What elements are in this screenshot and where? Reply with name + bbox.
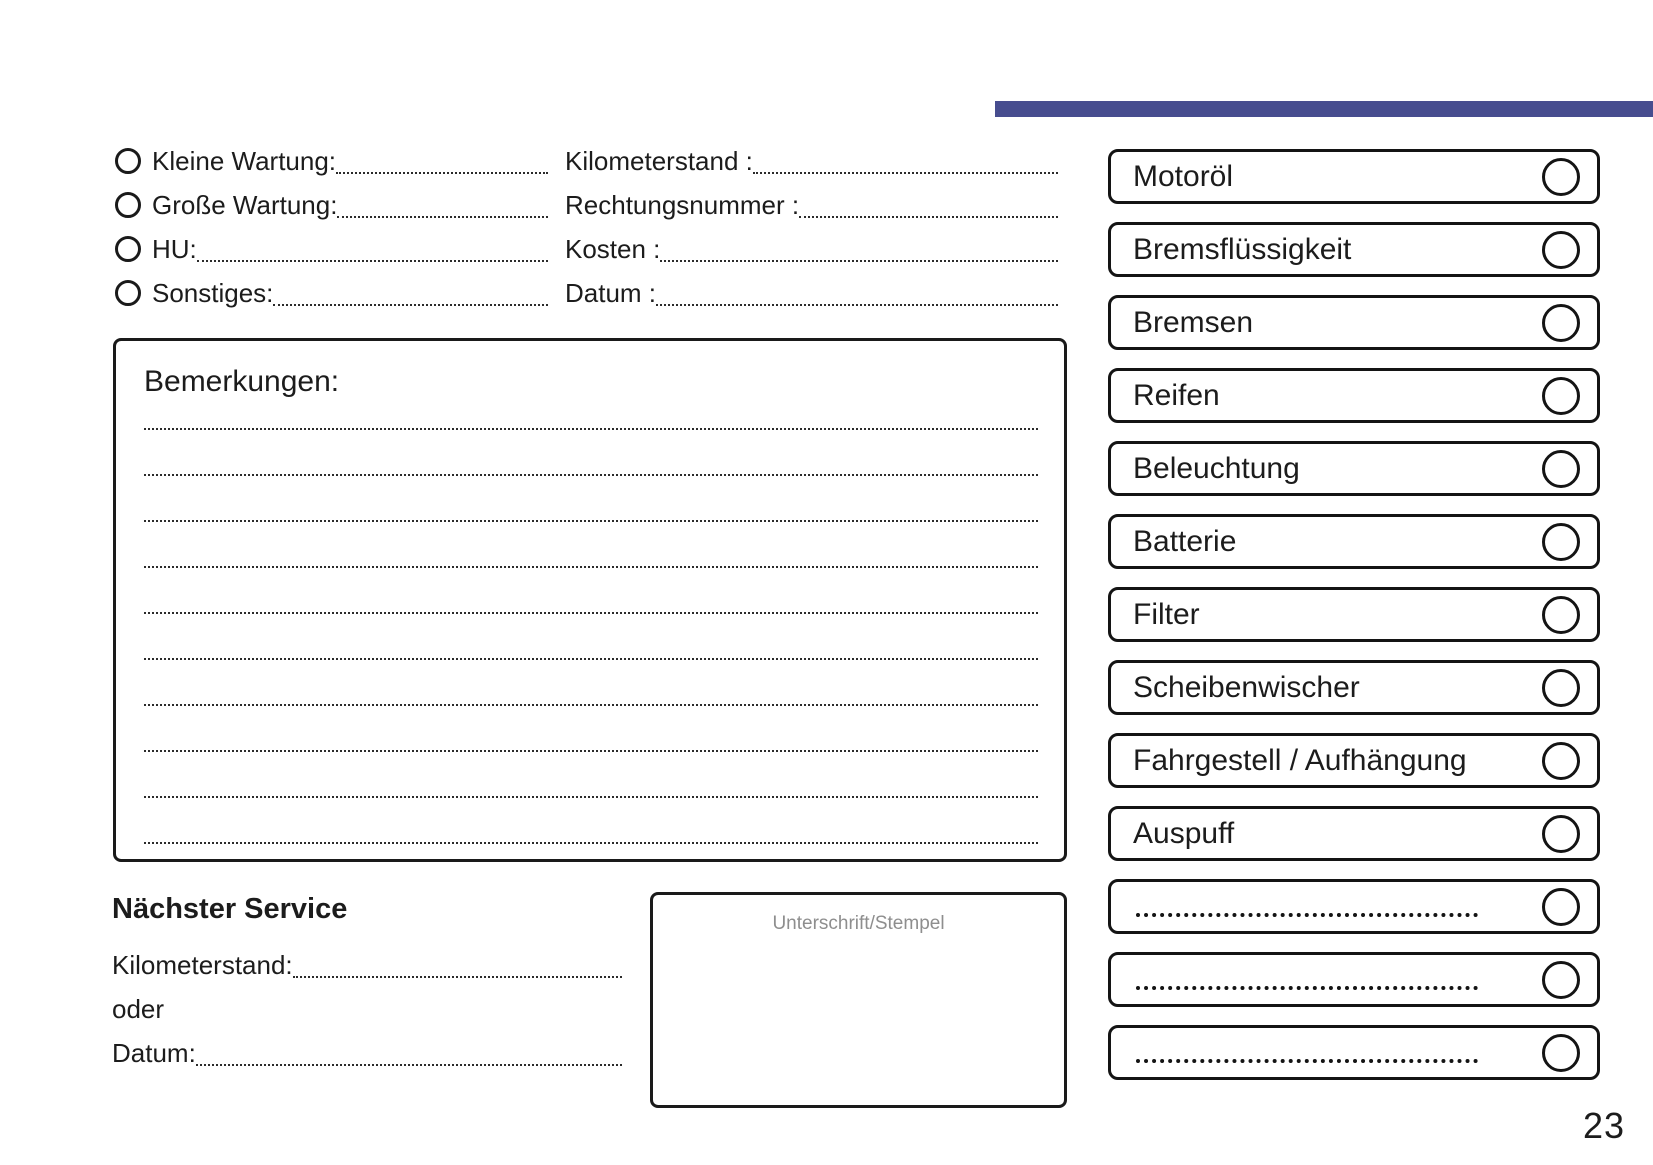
checklist-item-label: Bremsen — [1133, 305, 1254, 339]
next-service-label: Datum: — [112, 1038, 196, 1068]
checklist-item — [1108, 952, 1600, 1007]
checklist-item-fill-line[interactable] — [1136, 1059, 1478, 1063]
checklist-item-label: Scheibenwischer — [1133, 670, 1360, 704]
service-type-row — [115, 183, 548, 227]
service-type-fill-line[interactable] — [337, 216, 548, 218]
checklist-item-label: Reifen — [1133, 378, 1220, 412]
invoice-field-label: Kosten : — [565, 234, 661, 264]
check-circle[interactable] — [1542, 1034, 1580, 1072]
remarks-box — [113, 338, 1067, 862]
invoice-field-row — [565, 139, 1058, 183]
check-circle[interactable] — [1542, 450, 1580, 488]
service-type-fill-line[interactable] — [336, 172, 548, 174]
checklist-item-label: Beleuchtung — [1133, 451, 1300, 485]
signature-box[interactable] — [650, 892, 1067, 1108]
invoice-field-fill-line[interactable] — [799, 216, 1058, 218]
next-service-label: Kilometerstand: — [112, 950, 293, 980]
service-type-row — [115, 271, 548, 315]
check-circle[interactable] — [1542, 815, 1580, 853]
checklist-item — [1108, 879, 1600, 934]
checklist-item — [1108, 806, 1600, 861]
remarks-ruled-line[interactable] — [144, 798, 1038, 844]
invoice-field-label: Rechtungsnummer : — [565, 190, 800, 220]
invoice-field-fill-line[interactable] — [660, 260, 1058, 262]
checklist-item-label: Auspuff — [1133, 816, 1235, 850]
invoice-field-fill-line[interactable] — [753, 172, 1058, 174]
service-type-row — [115, 227, 548, 271]
remarks-ruled-line[interactable] — [144, 384, 1038, 430]
service-type-label: Sonstiges: — [152, 278, 274, 308]
checklist-item — [1108, 733, 1600, 788]
next-service-row — [112, 987, 622, 1031]
check-circle[interactable] — [1542, 523, 1580, 561]
invoice-field-row — [565, 271, 1058, 315]
service-type-list — [115, 139, 548, 315]
next-service-label: oder — [112, 994, 165, 1024]
checklist-item-label: Motoröl — [1133, 159, 1234, 193]
invoice-field-label: Kilometerstand : — [565, 146, 753, 176]
check-circle[interactable] — [1542, 596, 1580, 634]
next-service-fill-line[interactable] — [196, 1064, 622, 1066]
checklist-item — [1108, 295, 1600, 350]
checklist-item — [1108, 368, 1600, 423]
remarks-ruled-line[interactable] — [144, 522, 1038, 568]
checklist-item — [1108, 222, 1600, 277]
radio-circle[interactable] — [115, 192, 141, 218]
checklist-item-label: Filter — [1133, 597, 1200, 631]
remarks-title: Bemerkungen: — [144, 365, 340, 398]
service-type-row — [115, 139, 548, 183]
checklist-item — [1108, 587, 1600, 642]
page-number: 23 — [1583, 1105, 1626, 1146]
check-circle[interactable] — [1542, 888, 1580, 926]
checklist-item-fill-line[interactable] — [1136, 913, 1478, 917]
invoice-field-fill-line[interactable] — [656, 304, 1058, 306]
check-circle[interactable] — [1542, 742, 1580, 780]
checklist-item-label: Bremsflüssigkeit — [1133, 232, 1352, 266]
radio-circle[interactable] — [115, 148, 141, 174]
invoice-field-list — [565, 139, 1058, 315]
check-circle[interactable] — [1542, 231, 1580, 269]
check-circle[interactable] — [1542, 377, 1580, 415]
service-type-label: Große Wartung: — [152, 190, 338, 220]
check-circle[interactable] — [1542, 304, 1580, 342]
next-service-row — [112, 1031, 622, 1075]
remarks-ruled-line[interactable] — [144, 660, 1038, 706]
checklist-item — [1108, 514, 1600, 569]
remarks-ruled-line[interactable] — [144, 476, 1038, 522]
check-circle[interactable] — [1542, 669, 1580, 707]
invoice-field-row — [565, 183, 1058, 227]
checklist-item — [1108, 441, 1600, 496]
invoice-field-label: Datum : — [565, 278, 657, 308]
check-circle[interactable] — [1542, 158, 1580, 196]
checklist-item-fill-line[interactable] — [1136, 986, 1478, 990]
next-service-title: Nächster Service — [112, 893, 348, 925]
check-circle[interactable] — [1542, 961, 1580, 999]
radio-circle[interactable] — [115, 236, 141, 262]
radio-circle[interactable] — [115, 280, 141, 306]
remarks-ruled-line[interactable] — [144, 752, 1038, 798]
signature-placeholder: Unterschrift/Stempel — [772, 913, 945, 934]
remarks-ruled-line[interactable] — [144, 568, 1038, 614]
header-accent-bar — [995, 101, 1653, 117]
next-service-row — [112, 943, 622, 987]
next-service-fill-line[interactable] — [293, 976, 622, 978]
service-type-fill-line[interactable] — [273, 304, 548, 306]
checklist-item-label: Fahrgestell / Aufhängung — [1133, 743, 1467, 777]
remarks-ruled-line[interactable] — [144, 706, 1038, 752]
checklist-item — [1108, 1025, 1600, 1080]
service-type-label: HU: — [152, 234, 197, 264]
next-service-fields — [112, 943, 622, 1075]
service-type-label: Kleine Wartung: — [152, 146, 337, 176]
remarks-ruled-line[interactable] — [144, 430, 1038, 476]
service-type-fill-line[interactable] — [197, 260, 548, 262]
remarks-ruled-line[interactable] — [144, 614, 1038, 660]
checklist — [1108, 149, 1600, 1098]
checklist-item — [1108, 149, 1600, 204]
invoice-field-row — [565, 227, 1058, 271]
remarks-lines — [144, 384, 1038, 844]
checklist-item-label: Batterie — [1133, 524, 1237, 558]
checklist-item — [1108, 660, 1600, 715]
